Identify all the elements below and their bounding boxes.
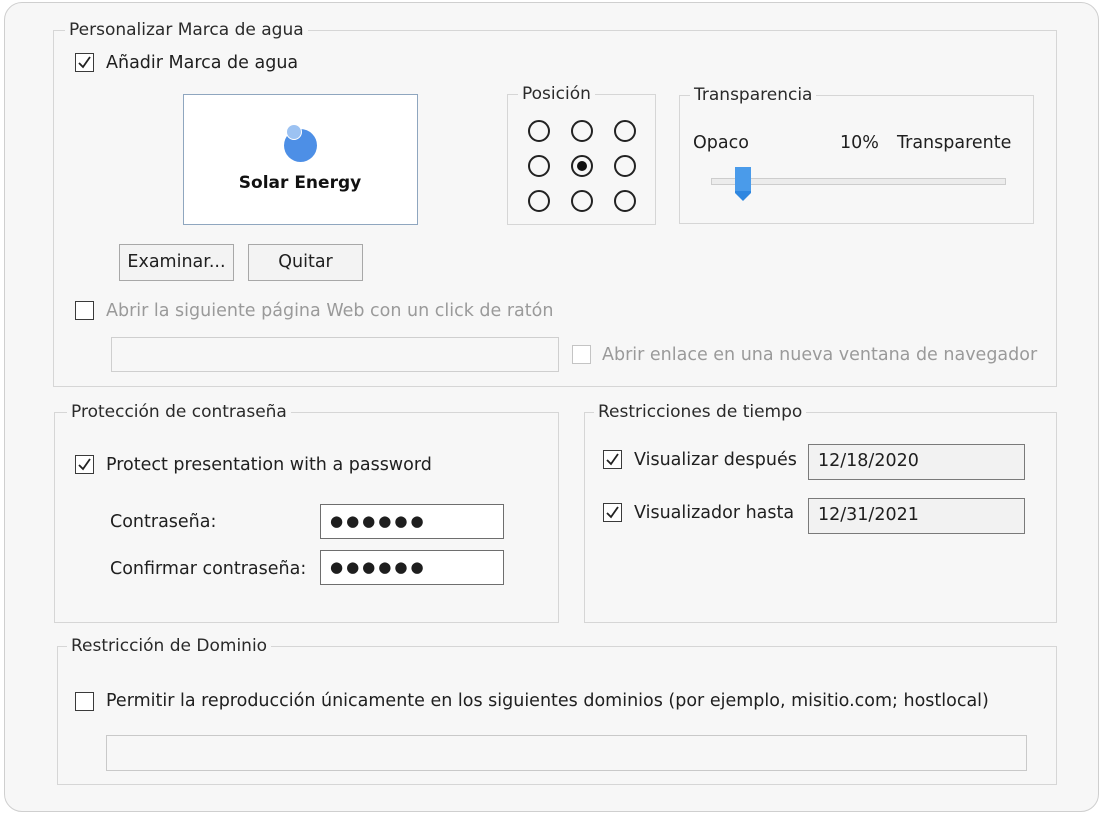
transparency-value: 10% xyxy=(840,133,879,153)
position-middle-left[interactable] xyxy=(528,155,550,177)
position-middle-right[interactable] xyxy=(614,155,636,177)
watermark-preview xyxy=(183,94,418,225)
password-input[interactable]: ●●●●●● xyxy=(320,504,504,539)
display-until-checkbox[interactable] xyxy=(603,503,622,522)
transparent-label: Transparente xyxy=(897,133,1012,153)
position-legend: Posición xyxy=(518,84,595,104)
checkmark-icon xyxy=(605,505,620,520)
confirm-password-input[interactable]: ●●●●●● xyxy=(320,550,504,585)
transparency-slider[interactable] xyxy=(711,178,1006,185)
protect-password-label[interactable]: Protect presentation with a password xyxy=(106,455,432,475)
url-input[interactable] xyxy=(111,337,559,372)
display-after-checkbox[interactable] xyxy=(603,450,622,469)
allow-domains-label[interactable]: Permitir la reproducción únicamente en los siguientes dominios (por ejemplo, misitio.com; hostlocal) xyxy=(106,691,989,711)
open-web-checkbox[interactable] xyxy=(75,301,94,320)
new-window-checkbox[interactable] xyxy=(572,345,591,364)
add-watermark-checkbox[interactable] xyxy=(75,53,94,72)
password-legend: Protección de contraseña xyxy=(67,402,291,422)
domain-restriction-legend: Restricción de Dominio xyxy=(67,636,271,656)
display-after-date-input[interactable]: 12/18/2020 xyxy=(808,444,1025,480)
position-bottom-right[interactable] xyxy=(614,190,636,212)
position-bottom-center[interactable] xyxy=(571,190,593,212)
add-watermark-label[interactable]: Añadir Marca de agua xyxy=(106,53,299,73)
display-until-label[interactable]: Visualizador hasta xyxy=(634,503,795,523)
position-bottom-left[interactable] xyxy=(528,190,550,212)
domains-input[interactable] xyxy=(106,735,1027,771)
browse-button[interactable]: Examinar... xyxy=(119,244,234,281)
position-top-right[interactable] xyxy=(614,120,636,142)
allow-domains-checkbox[interactable] xyxy=(75,692,94,711)
checkmark-icon xyxy=(605,452,620,467)
transparency-legend: Transparencia xyxy=(690,85,816,105)
position-center[interactable] xyxy=(571,155,593,177)
position-top-center[interactable] xyxy=(571,120,593,142)
confirm-password-label: Confirmar contraseña: xyxy=(110,559,307,579)
position-top-left[interactable] xyxy=(528,120,550,142)
logo-text: Solar Energy xyxy=(238,173,362,193)
checkmark-icon xyxy=(77,457,92,472)
display-after-label[interactable]: Visualizar después xyxy=(634,450,797,470)
slider-thumb[interactable] xyxy=(735,167,751,202)
opaque-label: Opaco xyxy=(693,133,749,153)
password-label: Contraseña: xyxy=(110,512,217,532)
protect-password-checkbox[interactable] xyxy=(75,455,94,474)
open-web-label[interactable]: Abrir la siguiente página Web con un click de ratón xyxy=(106,301,554,321)
display-until-date-input[interactable]: 12/31/2021 xyxy=(808,498,1025,534)
new-window-label[interactable]: Abrir enlace en una nueva ventana de navegador xyxy=(602,345,1038,365)
remove-button[interactable]: Quitar xyxy=(248,244,363,281)
time-restrictions-legend: Restricciones de tiempo xyxy=(594,402,806,422)
watermark-legend: Personalizar Marca de agua xyxy=(65,20,308,40)
checkmark-icon xyxy=(77,55,92,70)
sun-logo-ring xyxy=(286,124,302,140)
transparency-group xyxy=(679,85,1034,224)
